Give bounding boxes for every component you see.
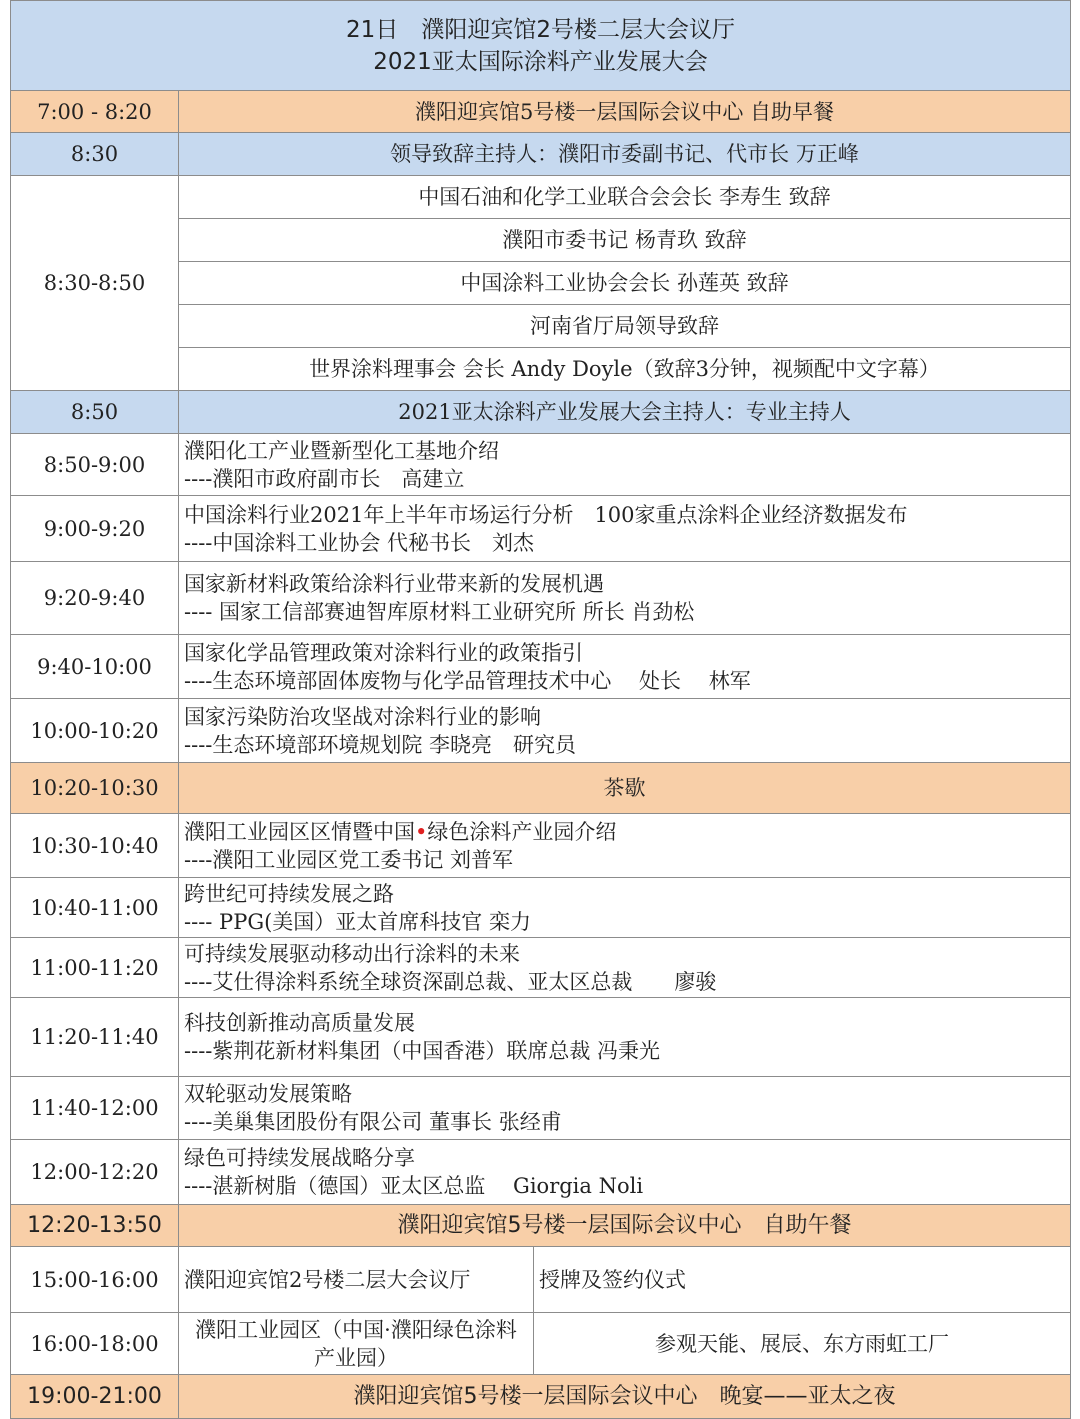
afternoon-row xyxy=(11,1247,1071,1313)
red-dot-icon: • xyxy=(415,819,428,844)
speech-item: 濮阳市委书记 杨青玖 致辞 xyxy=(179,219,1071,262)
talk-speaker: ----生态环境部固体废物与化学品管理技术中心 处长 林军 xyxy=(184,668,751,693)
talk-cell xyxy=(179,878,1071,938)
talk-row xyxy=(11,562,1071,635)
speech-item: 河南省厅局领导致辞 xyxy=(179,305,1071,348)
talk-speaker: ----濮阳市政府副市长 高建立 xyxy=(184,466,465,491)
page-title xyxy=(11,1,1071,91)
time-cell: 12:20-13:50 xyxy=(11,1205,179,1247)
talk-title-part: 绿色涂料产业园介绍 xyxy=(427,819,617,844)
talk-cell xyxy=(179,699,1071,763)
talk-title: 国家污染防治攻坚战对涂料行业的影响 xyxy=(184,704,541,729)
tea-break-row xyxy=(11,763,1071,814)
time-cell: 11:00-11:20 xyxy=(11,938,179,998)
time-cell: 16:00-18:00 xyxy=(11,1313,179,1375)
talk-title: 国家化学品管理政策对涂料行业的政策指引 xyxy=(184,640,583,665)
talk-title: 可持续发展驱动移动出行涂料的未来 xyxy=(184,941,520,966)
venue-cell: 濮阳工业园区（中国·濮阳绿色涂料产业园） xyxy=(179,1313,534,1375)
talk-title: 科技创新推动高质量发展 xyxy=(184,1011,415,1035)
time-cell: 12:00-12:20 xyxy=(11,1140,179,1205)
talk-title: 双轮驱动发展策略 xyxy=(184,1082,352,1106)
talk-speaker: ----中国涂料工业协会 代秘书长 刘杰 xyxy=(184,530,535,555)
time-cell: 10:40-11:00 xyxy=(11,878,179,938)
time-cell: 10:30-10:40 xyxy=(11,814,179,878)
talk-cell xyxy=(179,434,1071,496)
talk-row xyxy=(11,699,1071,763)
time-cell: 7:00 - 8:20 xyxy=(11,91,179,133)
time-cell: 11:40-12:00 xyxy=(11,1077,179,1140)
speech-item: 中国石油和化学工业联合会会长 李寿生 致辞 xyxy=(179,176,1071,219)
talk-speaker: ----紫荆花新材料集团（中国香港）联席总裁 冯秉光 xyxy=(184,1039,661,1063)
lunch-row xyxy=(11,1205,1071,1247)
forum-host-row xyxy=(11,391,1071,434)
talk-row xyxy=(11,938,1071,998)
opening-row xyxy=(11,133,1071,176)
speech-row xyxy=(11,176,1071,219)
agenda-table xyxy=(10,0,1071,1419)
breakfast-text: 濮阳迎宾馆5号楼一层国际会议中心 自助早餐 xyxy=(179,91,1071,133)
time-cell: 10:20-10:30 xyxy=(11,763,179,814)
talk-title: 国家新材料政策给涂料行业带来新的发展机遇 xyxy=(184,572,604,596)
title-line-1: 21日 濮阳迎宾馆2号楼二层大会议厅 xyxy=(346,16,735,43)
time-cell: 8:30 xyxy=(11,133,179,176)
time-cell: 9:40-10:00 xyxy=(11,635,179,699)
time-cell: 19:00-21:00 xyxy=(11,1375,179,1419)
title-line-2: 2021亚太国际涂料产业发展大会 xyxy=(373,48,708,75)
dinner-row xyxy=(11,1375,1071,1419)
time-cell: 8:50-9:00 xyxy=(11,434,179,496)
talk-title-part: 濮阳工业园区区情暨中国 xyxy=(184,819,415,844)
afternoon-row xyxy=(11,1313,1071,1375)
event-cell: 授牌及签约仪式 xyxy=(534,1247,1071,1313)
talk-cell xyxy=(179,635,1071,699)
talk-speaker: ----美巢集团股份有限公司 董事长 张经甫 xyxy=(184,1110,562,1134)
talk-row xyxy=(11,496,1071,562)
event-cell: 参观天能、展辰、东方雨虹工厂 xyxy=(534,1313,1071,1375)
talk-title: 跨世纪可持续发展之路 xyxy=(184,881,394,906)
talk-speaker: ----湛新树脂（德国）亚太区总监 Giorgia Noli xyxy=(184,1174,644,1198)
talk-speaker: ---- 国家工信部赛迪智库原材料工业研究所 所长 肖劲松 xyxy=(184,600,695,624)
talk-row xyxy=(11,814,1071,878)
time-cell: 11:20-11:40 xyxy=(11,998,179,1077)
talk-speaker: ----艾仕得涂料系统全球资深副总裁、亚太区总裁 廖骏 xyxy=(184,969,717,994)
time-cell: 9:00-9:20 xyxy=(11,496,179,562)
forum-host-text: 2021亚太涂料产业发展大会主持人：专业主持人 xyxy=(179,391,1071,434)
time-cell: 15:00-16:00 xyxy=(11,1247,179,1313)
talk-row xyxy=(11,1140,1071,1205)
talk-cell xyxy=(179,998,1071,1077)
talk-title xyxy=(184,818,1070,846)
talk-row xyxy=(11,878,1071,938)
speech-item: 世界涂料理事会 会长 Andy Doyle（致辞3分钟，视频配中文字幕） xyxy=(179,348,1071,391)
talk-cell xyxy=(179,938,1071,998)
time-cell: 10:00-10:20 xyxy=(11,699,179,763)
talk-row xyxy=(11,635,1071,699)
header-row xyxy=(11,1,1071,91)
talk-cell xyxy=(179,496,1071,562)
talk-cell xyxy=(179,1140,1071,1205)
time-cell: 9:20-9:40 xyxy=(11,562,179,635)
talk-cell xyxy=(179,814,1071,878)
speech-item: 中国涂料工业协会会长 孙莲英 致辞 xyxy=(179,262,1071,305)
talk-speaker: ---- PPG(美国）亚太首席科技官 栾力 xyxy=(184,909,531,934)
time-cell: 8:50 xyxy=(11,391,179,434)
talk-speaker: ----濮阳工业园区党工委书记 刘普军 xyxy=(184,847,514,872)
talk-title: 绿色可持续发展战略分享 xyxy=(184,1146,415,1170)
talk-row xyxy=(11,998,1071,1077)
talk-title: 中国涂料行业2021年上半年市场运行分析 100家重点涂料企业经济数据发布 xyxy=(184,502,908,527)
breakfast-row xyxy=(11,91,1071,133)
time-cell: 8:30-8:50 xyxy=(11,176,179,391)
talk-cell xyxy=(179,1077,1071,1140)
dinner-text: 濮阳迎宾馆5号楼一层国际会议中心 晚宴——亚太之夜 xyxy=(179,1375,1071,1419)
talk-cell xyxy=(179,562,1071,635)
lunch-text: 濮阳迎宾馆5号楼一层国际会议中心 自助午餐 xyxy=(179,1205,1071,1247)
tea-break-text: 茶歇 xyxy=(179,763,1071,814)
talk-row xyxy=(11,434,1071,496)
opening-host-text: 领导致辞主持人：濮阳市委副书记、代市长 万正峰 xyxy=(179,133,1071,176)
talk-speaker: ----生态环境部环境规划院 李晓亮 研究员 xyxy=(184,732,577,757)
talk-row xyxy=(11,1077,1071,1140)
talk-title: 濮阳化工产业暨新型化工基地介绍 xyxy=(184,438,499,463)
venue-cell: 濮阳迎宾馆2号楼二层大会议厅 xyxy=(179,1247,534,1313)
